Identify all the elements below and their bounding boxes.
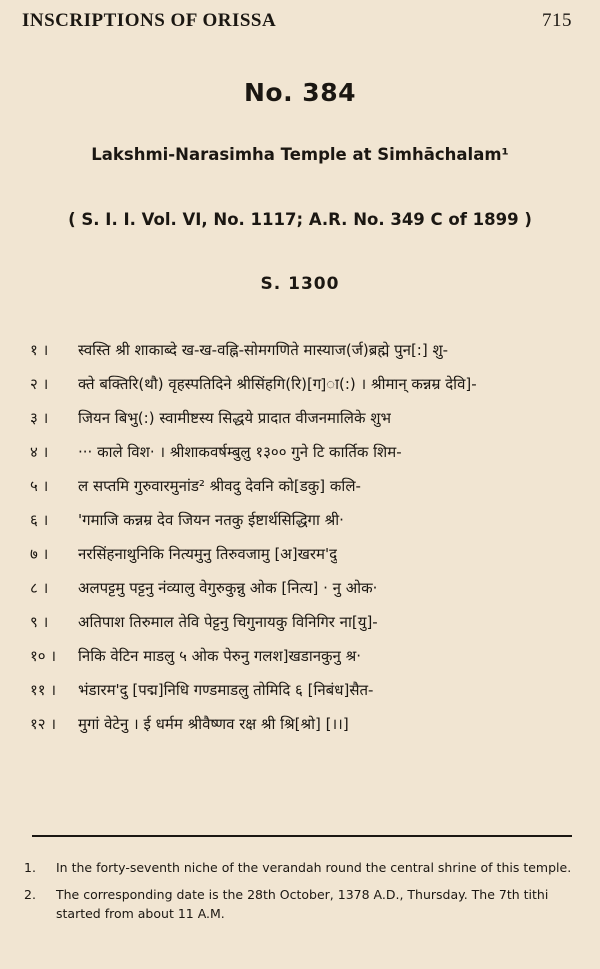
inscription-line — [30, 571, 578, 605]
source-reference: ( S. I. I. Vol. VI, No. 1117; A.R. No. 349 C of 1899 ) — [68, 210, 532, 229]
line-number: ४ । — [30, 443, 49, 461]
page-header — [22, 10, 572, 32]
footnote-text: In the forty-seventh niche of the verandah round the central shrine of this temple. — [56, 860, 572, 875]
line-number: ९ । — [30, 613, 49, 631]
footnotes — [24, 858, 574, 931]
line-text: जियन बिभु(:) स्वामीष्टस्य सिद्धये प्रादात वीजनमालिके शुभ — [78, 409, 391, 427]
line-number: ६ । — [30, 511, 49, 529]
inscription-line — [30, 639, 578, 673]
footnote-number: 1. — [24, 860, 36, 875]
inscription-line — [30, 401, 578, 435]
line-text: नरसिंहनाथुनिकि नित्यमुनु तिरुवजामु [अ]खरम'दु — [78, 545, 338, 563]
footnote-divider — [32, 835, 572, 837]
inscription-line — [30, 367, 578, 401]
footnote — [24, 885, 574, 923]
footnote — [24, 858, 574, 877]
running-title: INSCRIPTIONS OF ORISSA — [22, 10, 277, 31]
inscription-line — [30, 503, 578, 537]
line-text: ल सप्तमि गुरुवारमुनांड² श्रीवदु देवनि को[डकु] कलि- — [78, 477, 361, 495]
line-text: क्ते बक्तिरि(थौ) वृहस्पतिदिने श्रीसिंहगि(रि)[ग]ा(:) । श्रीमान् कन्नम्र देवि]- — [78, 375, 477, 393]
line-text: मुगां वेटेनु । ई धर्मम श्रीवैष्णव रक्ष श्री श्रि[श्रो] [।।] — [78, 715, 349, 733]
line-number: १२ । — [30, 715, 57, 733]
footnote-text: The corresponding date is the 28th October, 1378 A.D., Thursday. The 7th tithi started from about 11 A.M. — [56, 887, 549, 921]
inscription-line — [30, 707, 578, 741]
inscription-line — [30, 435, 578, 469]
inscription-number: No. 384 — [244, 78, 356, 107]
saka-date: S. 1300 — [260, 274, 340, 294]
inscription-line — [30, 605, 578, 639]
inscription-line — [30, 333, 578, 367]
line-text: स्वस्ति श्री शाकाब्दे ख-ख-वह्नि-सोमगणिते मास्याज(र्ज)ब्रह्मे पुन[:] शु- — [78, 341, 449, 359]
line-text: अतिपाश तिरुमाल तेवि पेट्टनु चिगुनायकु विनिगिर ना[यु]- — [78, 613, 378, 631]
line-number: ३ । — [30, 409, 49, 427]
line-number: ७ । — [30, 545, 49, 563]
line-number: ८ । — [30, 579, 49, 597]
line-number: ११ । — [30, 681, 57, 699]
line-number: १ । — [30, 341, 49, 359]
line-number: ५ । — [30, 477, 49, 495]
line-number: २ । — [30, 375, 49, 393]
line-text: अलपट्टमु पट्टनु नंव्यालु वेगुरुकुन्नु ओक [नित्य] · नु ओक· — [78, 579, 378, 597]
line-text: निकि वेटिन माडलु ५ ओक पेरुनु गलश]खडानकुनु श्र· — [78, 647, 362, 665]
inscription-line — [30, 469, 578, 503]
footnote-number: 2. — [24, 887, 36, 902]
inscription-location: Lakshmi-Narasimha Temple at Simhāchalam¹ — [91, 145, 509, 164]
line-text: भंडारम'दु [पद्म]निधि गण्डमाडलु तोमिदि ६ [निबंध]सैत- — [78, 681, 374, 699]
line-text: 'गमाजि कन्नम्र देव जियन नतकु ईष्टार्थसिद्धिगा श्री· — [78, 511, 344, 529]
inscription-line — [30, 537, 578, 571]
line-text: ··· काले विश· । श्रीशाकवर्षम्बुलु १३०० गुने टि कार्तिक शिम- — [78, 443, 402, 461]
inscription-text — [30, 333, 578, 741]
line-number: १० । — [30, 647, 57, 665]
page-number: 715 — [542, 10, 572, 31]
inscription-line — [30, 673, 578, 707]
